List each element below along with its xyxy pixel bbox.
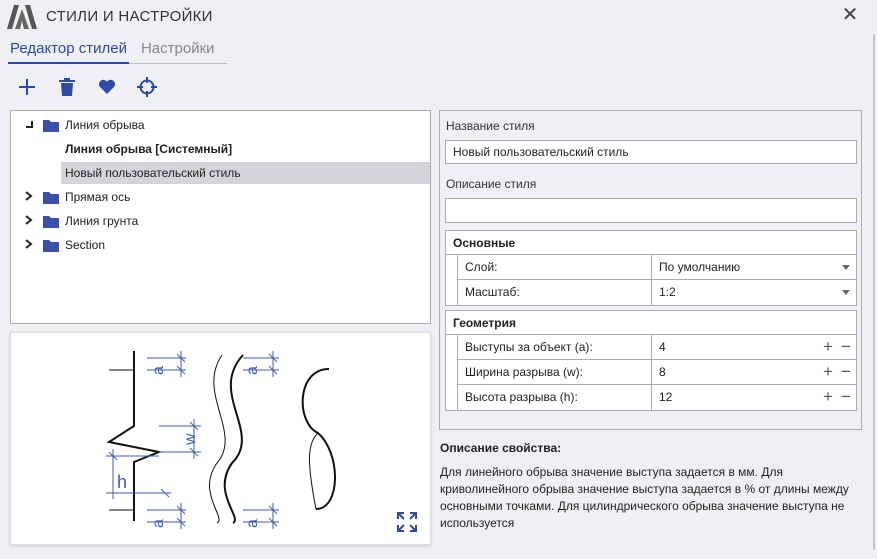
chevron-right-icon[interactable] <box>21 239 37 252</box>
tree-item-label: Линия обрыва <box>65 118 145 132</box>
tree-folder-section[interactable] <box>21 234 426 256</box>
prop-row-scale <box>446 280 856 305</box>
prop-value: 1:2 <box>659 285 676 299</box>
property-description-title: Описание свойства: <box>440 441 562 455</box>
prop-name: Высота разрыва (h): <box>458 385 652 410</box>
folder-icon <box>43 191 59 204</box>
chevron-right-icon[interactable] <box>21 191 37 204</box>
prop-name: Ширина разрыва (w): <box>458 360 652 385</box>
heart-icon <box>98 79 116 95</box>
style-name-input[interactable] <box>445 140 857 164</box>
folder-icon <box>43 119 59 132</box>
layer-dropdown[interactable] <box>652 255 856 280</box>
group-basic <box>445 230 857 306</box>
overhang-input[interactable] <box>652 335 856 360</box>
prop-value: 8 <box>659 365 666 379</box>
tree-item-custom-style[interactable] <box>61 162 430 184</box>
toolbar <box>14 74 160 100</box>
prop-row-gap-height <box>446 385 856 410</box>
tree-item-label: Линия обрыва [Системный] <box>65 142 233 156</box>
chevron-down-icon[interactable] <box>842 290 850 295</box>
stepper <box>822 385 852 409</box>
tree-item-label: Новый пользовательский стиль <box>65 166 241 180</box>
group-title: Геометрия <box>446 311 856 335</box>
increment-button[interactable]: + <box>823 337 833 356</box>
add-style-button[interactable] <box>14 74 40 100</box>
tab-style-editor[interactable]: Редактор стилей <box>8 38 129 64</box>
tree-folder-ground-line[interactable] <box>21 210 426 232</box>
decrement-button[interactable]: − <box>841 337 851 356</box>
dim-label-a-top: a <box>150 366 167 375</box>
folder-icon <box>43 239 59 252</box>
tree-item-system-style[interactable] <box>61 138 426 160</box>
decrement-button[interactable]: − <box>841 387 851 406</box>
prop-row-layer <box>446 255 856 280</box>
tree-item-label: Section <box>65 238 106 252</box>
gap-height-input[interactable] <box>652 385 856 410</box>
dim-label-h: h <box>117 472 128 492</box>
expand-icon[interactable] <box>396 511 418 533</box>
scale-dropdown[interactable] <box>652 280 856 305</box>
property-description-text: Для линейного обрыва значение выступа задается в мм. Для криволинейного обрыва значение выступа задается в % от длины между основными точками. Для цилиндрического обрыва значение выступа не используется <box>440 465 849 530</box>
stepper <box>822 335 852 359</box>
expanded-corner-icon[interactable] <box>21 119 37 132</box>
style-description-label: Описание стиля <box>446 177 537 191</box>
increment-button[interactable]: + <box>823 387 833 406</box>
chevron-down-icon[interactable] <box>842 265 850 270</box>
prop-name: Выступы за объект (a): <box>458 335 652 360</box>
prop-row-overhang <box>446 335 856 360</box>
prop-value: 4 <box>659 340 666 354</box>
plus-icon <box>18 78 36 96</box>
stepper <box>822 360 852 384</box>
style-description-input[interactable] <box>445 198 857 223</box>
tab-settings[interactable]: Настройки <box>140 40 215 57</box>
properties-panel <box>439 110 862 430</box>
dim-label-a-curved-top: a <box>244 366 261 375</box>
prop-name: Масштаб: <box>458 280 652 305</box>
window-edge <box>873 34 875 550</box>
dim-label-a-bottom: a <box>150 519 167 528</box>
group-geometry <box>445 310 857 411</box>
chevron-right-icon[interactable] <box>21 215 37 228</box>
prop-name: Слой: <box>458 255 652 280</box>
tree-folder-cut-line[interactable] <box>21 114 426 136</box>
tab-bar <box>8 38 227 64</box>
title-bar <box>0 0 877 34</box>
style-tree <box>10 110 431 324</box>
prop-value: По умолчанию <box>659 260 741 274</box>
decrement-button[interactable]: − <box>841 362 851 381</box>
favorite-style-button[interactable] <box>94 74 120 100</box>
increment-button[interactable]: + <box>823 362 833 381</box>
crosshair-icon <box>137 77 157 97</box>
delete-style-button[interactable] <box>54 74 80 100</box>
style-name-label: Название стиля <box>446 119 535 133</box>
prop-row-gap-width <box>446 360 856 385</box>
gap-width-input[interactable] <box>652 360 856 385</box>
folder-icon <box>43 215 59 228</box>
tree-item-label: Прямая ось <box>65 190 131 204</box>
break-line-diagram <box>11 333 430 544</box>
pick-object-button[interactable] <box>134 74 160 100</box>
dim-label-a-curved-bottom: a <box>244 519 261 528</box>
close-button[interactable]: ✕ <box>841 4 859 26</box>
tree-item-label: Линия грунта <box>65 214 139 228</box>
trash-icon <box>59 78 75 96</box>
prop-value: 12 <box>659 390 673 404</box>
style-preview <box>10 332 431 545</box>
dim-label-w: w <box>182 433 199 445</box>
app-logo-icon <box>7 5 37 29</box>
window-title: СТИЛИ И НАСТРОЙКИ <box>46 8 213 25</box>
tree-folder-straight-axis[interactable] <box>21 186 426 208</box>
group-title: Основные <box>446 231 856 255</box>
